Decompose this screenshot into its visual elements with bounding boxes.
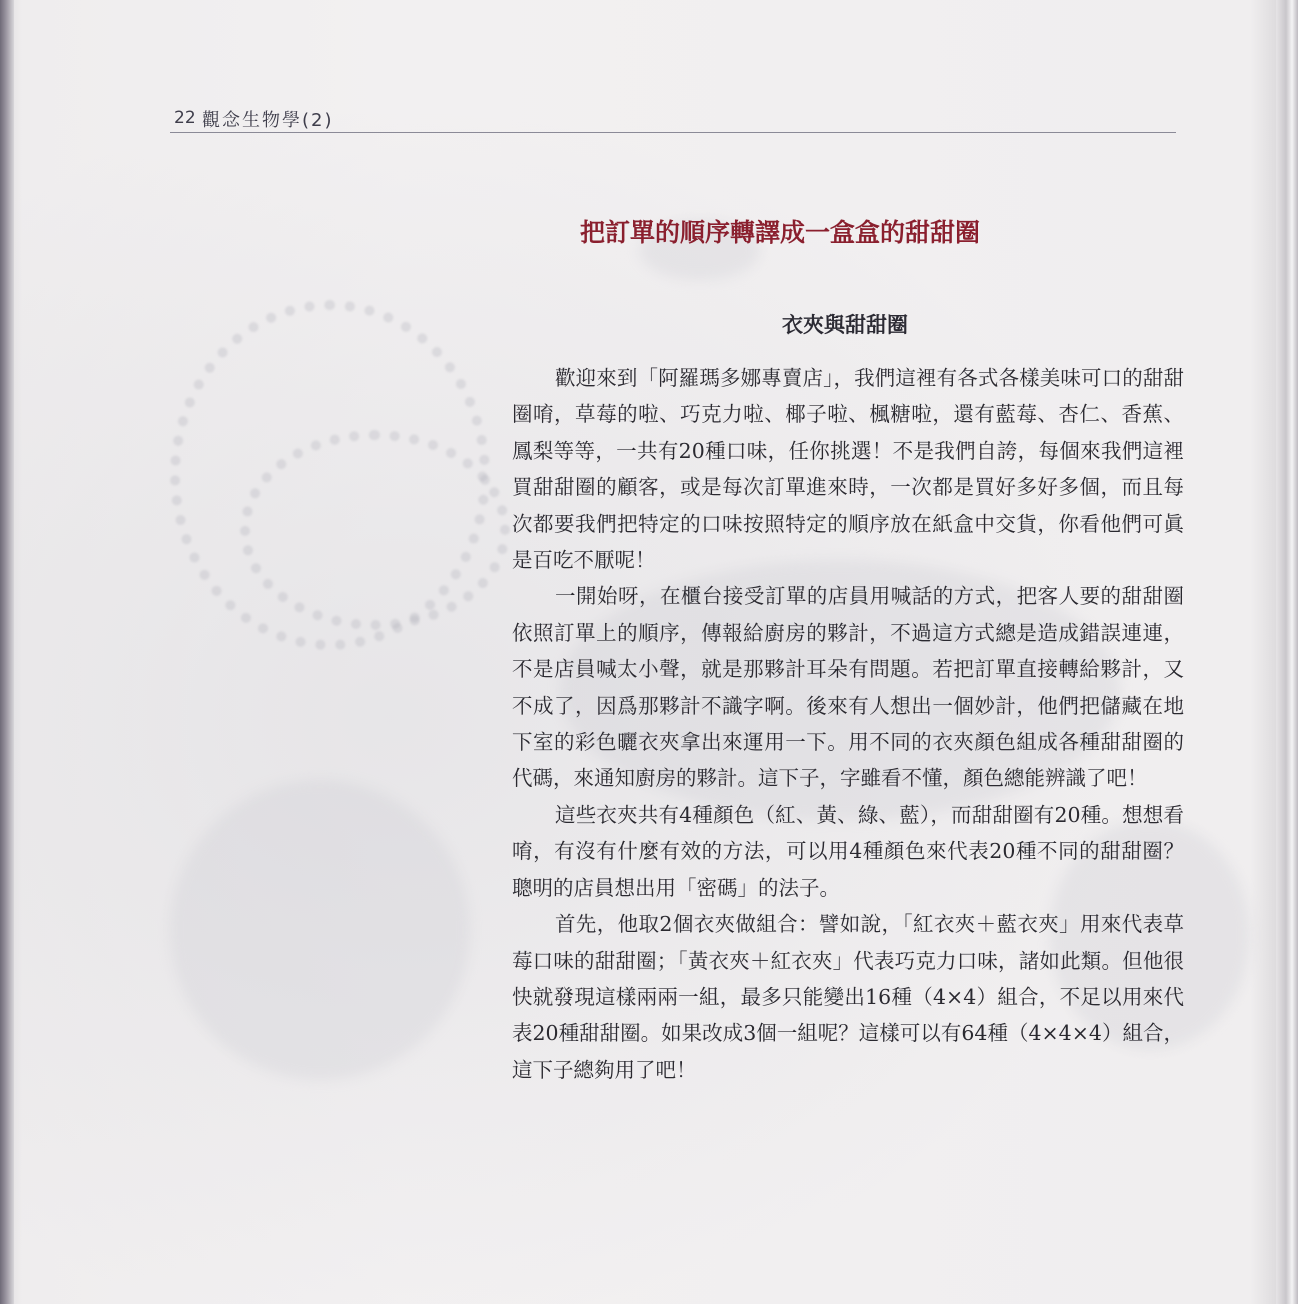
page-number: 22 [174, 108, 196, 128]
section-title: 把訂單的順序轉譯成一盒盒的甜甜圈 [580, 217, 981, 247]
paragraph: 歡迎來到「阿羅瑪多娜專賣店」，我們這裡有各式各樣美味可口的甜甜圈唷，草莓的啦、巧克力啦、椰子啦、楓糖啦，還有藍莓、杏仁、香蕉、鳳梨等等，一共有20種口味，任你挑選！不是我們自誇，每個來我們這裡買甜甜圈的顧客，或是每次訂單進來時，一次都是買好多好多個，而且每次都要我們把特定的口味按照特定的順序放在紙盒中交貨，你看他們可眞是百吃不厭呢！ [512, 366, 1184, 573]
book-title: 觀念生物學(2) [202, 110, 334, 131]
running-header [170, 106, 1176, 133]
section-subtitle: 衣夾與甜甜圈 [782, 313, 908, 338]
bleed-through-swirl [240, 430, 510, 630]
page-fore-edge [1276, 0, 1298, 1304]
paragraph: 首先，他取2個衣夾做組合：譬如說，「紅衣夾＋藍衣夾」用來代表草莓口味的甜甜圈；「黃衣夾＋紅衣夾」代表巧克力口味，諸如此類。但他很快就發現這樣兩兩一組，最多只能變出16種（4×4）組合，不足以用來代表20種甜甜圈。如果改成3個一組呢？這樣可以有64種（4×4×4）組合，這下子總夠用了吧！ [512, 912, 1184, 1082]
paragraph: 一開始呀，在櫃台接受訂單的店員用喊話的方式，把客人要的甜甜圈依照訂單上的順序，傳報給廚房的夥計，不過這方式總是造成錯誤連連，不是店員喊太小聲，就是那夥計耳朵有問題。若把訂單直接轉給夥計，又不成了，因爲那夥計不識字啊。後來有人想出一個妙計，他們把儲藏在地下室的彩色曬衣夾拿出來運用一下。用不同的衣夾顏色組成各種甜甜圈的代碼，來通知廚房的夥計。這下子，字雖看不懂，顏色總能辨識了吧！ [512, 584, 1184, 791]
paragraph: 這些衣夾共有4種顏色（紅、黃、綠、藍），而甜甜圈有20種。想想看唷，有沒有什麼有效的方法，可以用4種顏色來代表20種不同的甜甜圈？聰明的店員想出用「密碼」的法子。 [512, 802, 1184, 900]
bleed-through-shape [170, 780, 470, 1080]
body-text [512, 360, 1184, 1088]
page-binding-edge [0, 0, 14, 1304]
